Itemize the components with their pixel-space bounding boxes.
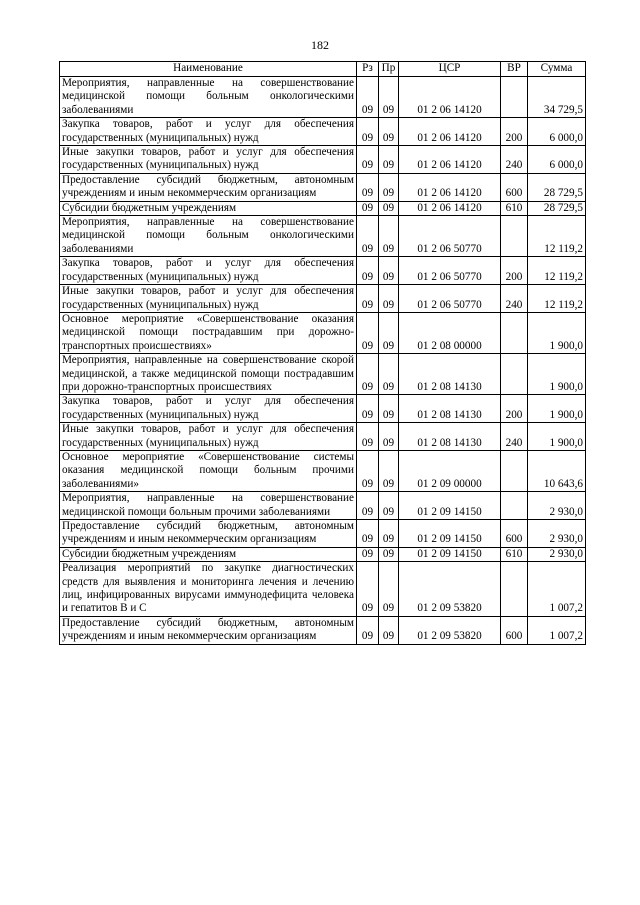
cell-csr: 01 2 08 14130 [399,395,501,423]
column-header-pr: Пр [379,62,399,77]
table-row [60,312,586,353]
cell-vr [501,354,528,395]
cell-name: Мероприятия, направленные на совершенствование скорой медицинской, а также медицинской помощи пострадавшим при дорожно-транспортных происшествиях [60,354,357,395]
cell-name: Предоставление субсидий бюджетным, автономным учреждениям и иным некоммерческим организациям [60,520,357,548]
cell-rz: 09 [357,146,379,174]
column-header-name: Наименование [60,62,357,77]
cell-sum: 28 729,5 [528,201,586,215]
table-header-row [60,62,586,77]
cell-csr: 01 2 06 14120 [399,118,501,146]
cell-csr: 01 2 08 14130 [399,423,501,451]
column-header-rz: Рз [357,62,379,77]
cell-sum: 1 900,0 [528,354,586,395]
cell-name: Предоставление субсидий бюджетным, автономным учреждениям и иным некоммерческим организациям [60,173,357,201]
cell-rz: 09 [357,285,379,313]
cell-sum: 28 729,5 [528,173,586,201]
cell-name: Закупка товаров, работ и услуг для обеспечения государственных (муниципальных) нужд [60,118,357,146]
table-row [60,77,586,118]
cell-rz: 09 [357,77,379,118]
cell-vr [501,77,528,118]
cell-sum: 2 930,0 [528,520,586,548]
table-row [60,173,586,201]
column-header-csr: ЦСР [399,62,501,77]
cell-sum: 1 900,0 [528,312,586,353]
cell-pr: 09 [379,257,399,285]
cell-pr: 09 [379,118,399,146]
cell-name: Мероприятия, направленные на совершенствование медицинской помощи больным онкологическими заболеваниями [60,216,357,257]
cell-sum: 2 930,0 [528,492,586,520]
cell-sum: 12 119,2 [528,216,586,257]
table-row [60,216,586,257]
cell-rz: 09 [357,395,379,423]
cell-pr: 09 [379,562,399,617]
cell-name: Основное мероприятие «Совершенствование оказания медицинской помощи пострадавшим при дорожно-транспортных происшествиях» [60,312,357,353]
cell-name: Иные закупки товаров, работ и услуг для обеспечения государственных (муниципальных) нужд [60,285,357,313]
cell-pr: 09 [379,547,399,561]
table-row [60,562,586,617]
page-number: 182 [311,38,329,52]
cell-pr: 09 [379,77,399,118]
cell-pr: 09 [379,450,399,491]
table-row [60,547,586,561]
cell-name: Субсидии бюджетным учреждениям [60,547,357,561]
cell-vr [501,216,528,257]
cell-csr: 01 2 06 50770 [399,285,501,313]
cell-pr: 09 [379,146,399,174]
cell-rz: 09 [357,492,379,520]
cell-sum: 6 000,0 [528,146,586,174]
cell-sum: 1 007,2 [528,616,586,644]
cell-vr [501,450,528,491]
cell-sum: 12 119,2 [528,257,586,285]
cell-rz: 09 [357,173,379,201]
cell-csr: 01 2 09 00000 [399,450,501,491]
table-row [60,354,586,395]
cell-rz: 09 [357,547,379,561]
cell-vr: 600 [501,173,528,201]
cell-rz: 09 [357,423,379,451]
cell-csr: 01 2 06 14120 [399,173,501,201]
table-row [60,616,586,644]
cell-sum: 1 900,0 [528,423,586,451]
cell-name: Субсидии бюджетным учреждениям [60,201,357,215]
cell-vr: 600 [501,616,528,644]
cell-rz: 09 [357,201,379,215]
cell-vr: 200 [501,118,528,146]
cell-csr: 01 2 09 53820 [399,562,501,617]
cell-name: Закупка товаров, работ и услуг для обеспечения государственных (муниципальных) нужд [60,395,357,423]
cell-vr [501,562,528,617]
table-row [60,285,586,313]
cell-name: Мероприятия, направленные на совершенствование медицинской помощи больным онкологическими заболеваниями [60,77,357,118]
cell-sum: 12 119,2 [528,285,586,313]
cell-rz: 09 [357,216,379,257]
cell-vr: 200 [501,257,528,285]
table-row [60,146,586,174]
cell-rz: 09 [357,450,379,491]
cell-csr: 01 2 06 14120 [399,201,501,215]
cell-csr: 01 2 06 50770 [399,216,501,257]
cell-pr: 09 [379,423,399,451]
cell-vr: 200 [501,395,528,423]
table-row [60,492,586,520]
cell-sum: 6 000,0 [528,118,586,146]
table-row [60,257,586,285]
cell-csr: 01 2 09 14150 [399,492,501,520]
cell-csr: 01 2 09 14150 [399,520,501,548]
cell-rz: 09 [357,118,379,146]
cell-sum: 10 643,6 [528,450,586,491]
cell-vr: 240 [501,285,528,313]
cell-vr: 600 [501,520,528,548]
table-row [60,520,586,548]
cell-name: Иные закупки товаров, работ и услуг для обеспечения государственных (муниципальных) нужд [60,423,357,451]
cell-pr: 09 [379,173,399,201]
cell-sum: 34 729,5 [528,77,586,118]
cell-name: Реализация мероприятий по закупке диагностических средств для выявления и мониторинга лечения и лечению лиц, инфицированных вирусами иммунодефицита человека и гепатитов В и С [60,562,357,617]
column-header-sum: Сумма [528,62,586,77]
table-row [60,450,586,491]
cell-csr: 01 2 06 14120 [399,146,501,174]
cell-csr: 01 2 09 14150 [399,547,501,561]
cell-vr: 240 [501,146,528,174]
cell-vr: 610 [501,201,528,215]
column-header-vr: ВР [501,62,528,77]
cell-pr: 09 [379,312,399,353]
cell-name: Предоставление субсидий бюджетным, автономным учреждениям и иным некоммерческим организациям [60,616,357,644]
table-row [60,395,586,423]
cell-rz: 09 [357,312,379,353]
cell-sum: 2 930,0 [528,547,586,561]
cell-pr: 09 [379,492,399,520]
cell-rz: 09 [357,616,379,644]
cell-csr: 01 2 08 14130 [399,354,501,395]
cell-csr: 01 2 06 50770 [399,257,501,285]
table-row [60,423,586,451]
cell-vr: 610 [501,547,528,561]
cell-pr: 09 [379,285,399,313]
cell-pr: 09 [379,354,399,395]
cell-csr: 01 2 08 00000 [399,312,501,353]
cell-pr: 09 [379,616,399,644]
cell-pr: 09 [379,216,399,257]
cell-pr: 09 [379,201,399,215]
cell-vr: 240 [501,423,528,451]
cell-rz: 09 [357,354,379,395]
table-row [60,201,586,215]
cell-name: Иные закупки товаров, работ и услуг для обеспечения государственных (муниципальных) нужд [60,146,357,174]
budget-table [59,61,586,645]
cell-csr: 01 2 06 14120 [399,77,501,118]
cell-name: Закупка товаров, работ и услуг для обеспечения государственных (муниципальных) нужд [60,257,357,285]
table-row [60,118,586,146]
cell-pr: 09 [379,520,399,548]
cell-rz: 09 [357,562,379,617]
cell-vr [501,312,528,353]
cell-pr: 09 [379,395,399,423]
cell-name: Основное мероприятие «Совершенствование системы оказания медицинской помощи больным прочими заболеваниями» [60,450,357,491]
cell-rz: 09 [357,520,379,548]
cell-sum: 1 900,0 [528,395,586,423]
cell-name: Мероприятия, направленные на совершенствование медицинской помощи больным прочими заболеваниями [60,492,357,520]
cell-csr: 01 2 09 53820 [399,616,501,644]
cell-rz: 09 [357,257,379,285]
cell-vr [501,492,528,520]
cell-sum: 1 007,2 [528,562,586,617]
